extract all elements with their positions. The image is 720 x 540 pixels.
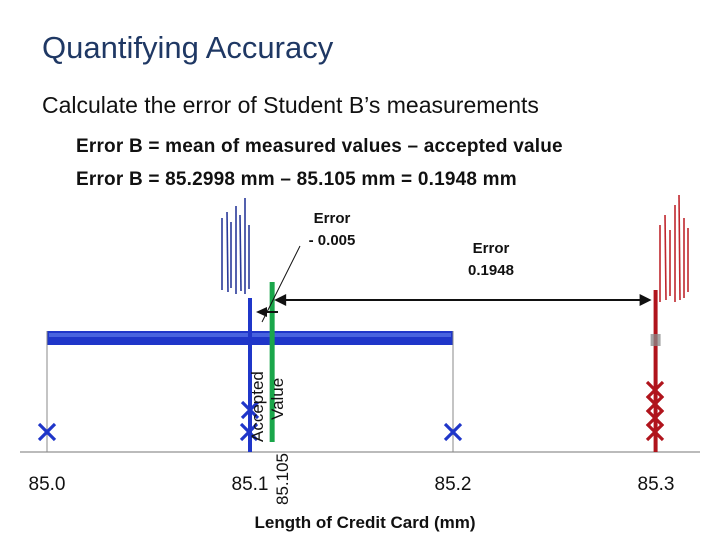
scan-mark-right bbox=[660, 195, 688, 302]
error-b-annotation bbox=[452, 238, 530, 282]
student-b-mean-marker bbox=[651, 334, 661, 346]
error-a-annotation bbox=[296, 208, 368, 252]
accepted-value-label bbox=[248, 302, 288, 442]
accepted-label-line-2: Value bbox=[268, 377, 287, 420]
accepted-value-number: 85.105 bbox=[273, 453, 292, 505]
axis-title: Length of Credit Card (mm) bbox=[254, 513, 476, 532]
axis-tick-label-0: 85.0 bbox=[28, 474, 66, 495]
error-formula-line-1: Error B = mean of measured values – accepted value bbox=[76, 136, 563, 157]
error-formula-line-2: Error B = 85.2998 mm – 85.105 mm = 0.1948 mm bbox=[76, 169, 517, 190]
scan-mark-left bbox=[222, 198, 249, 294]
slide-subtitle: Calculate the error of Student B’s measurements bbox=[42, 92, 539, 118]
axis-tick-label-2: 85.2 bbox=[434, 474, 472, 495]
slide-title: Quantifying Accuracy bbox=[42, 30, 334, 65]
error-b-arrowhead-right bbox=[640, 294, 652, 306]
error-a-value: - 0.005 bbox=[308, 232, 356, 249]
axis-tick-label-1: 85.1 bbox=[231, 474, 269, 495]
axis-tick-label-3: 85.3 bbox=[637, 474, 675, 495]
error-b-value: 0.1948 bbox=[468, 262, 514, 279]
error-b-title: Error bbox=[472, 240, 510, 257]
error-a-title: Error bbox=[313, 210, 351, 227]
accepted-label-line-1: Accepted bbox=[248, 371, 267, 442]
